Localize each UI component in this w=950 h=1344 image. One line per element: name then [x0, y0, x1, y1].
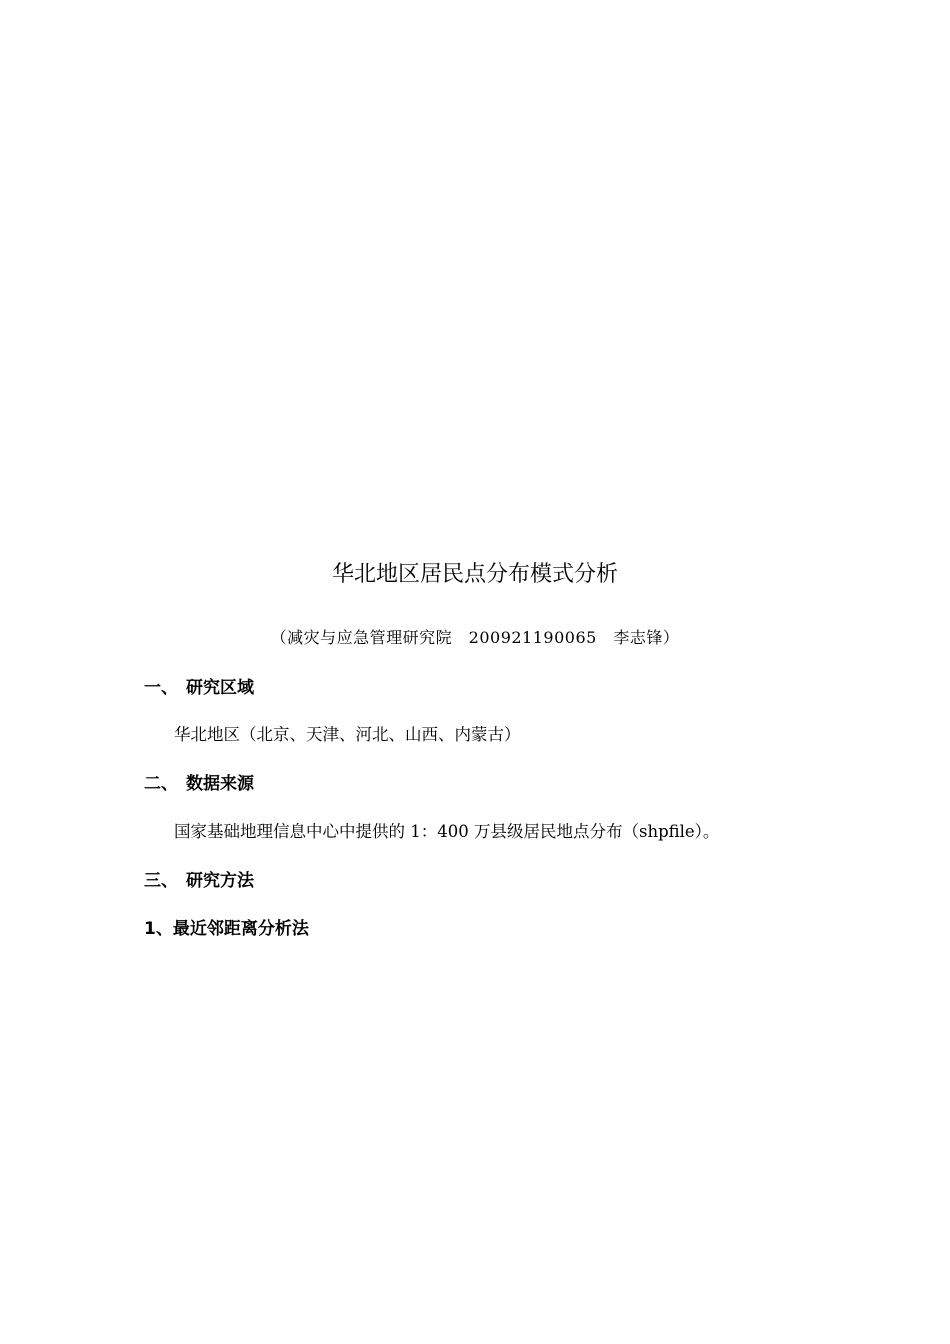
- section-number: 一、: [144, 678, 178, 698]
- author-byline: （减灾与应急管理研究院 200921190065 李志锋）: [270, 628, 680, 647]
- section-number: 二、: [144, 774, 178, 794]
- section-heading-study-area: [144, 676, 254, 700]
- section-body-data-source: 国家基础地理信息中心中提供的 1：400 万县级居民地点分布（shpfile）。: [174, 822, 720, 841]
- section-heading-research-method: [144, 869, 254, 893]
- document-title: 华北地区居民点分布模式分析: [331, 562, 618, 587]
- section-title: 数据来源: [186, 774, 254, 794]
- subsection-heading-nearest-neighbor: 1、最近邻距离分析法: [144, 919, 309, 939]
- section-title: 研究区域: [186, 678, 254, 698]
- section-body-study-area: 华北地区（北京、天津、河北、山西、内蒙古）: [174, 725, 521, 744]
- section-heading-data-source: [144, 772, 254, 796]
- section-title: 研究方法: [186, 871, 254, 891]
- section-number: 三、: [144, 871, 178, 891]
